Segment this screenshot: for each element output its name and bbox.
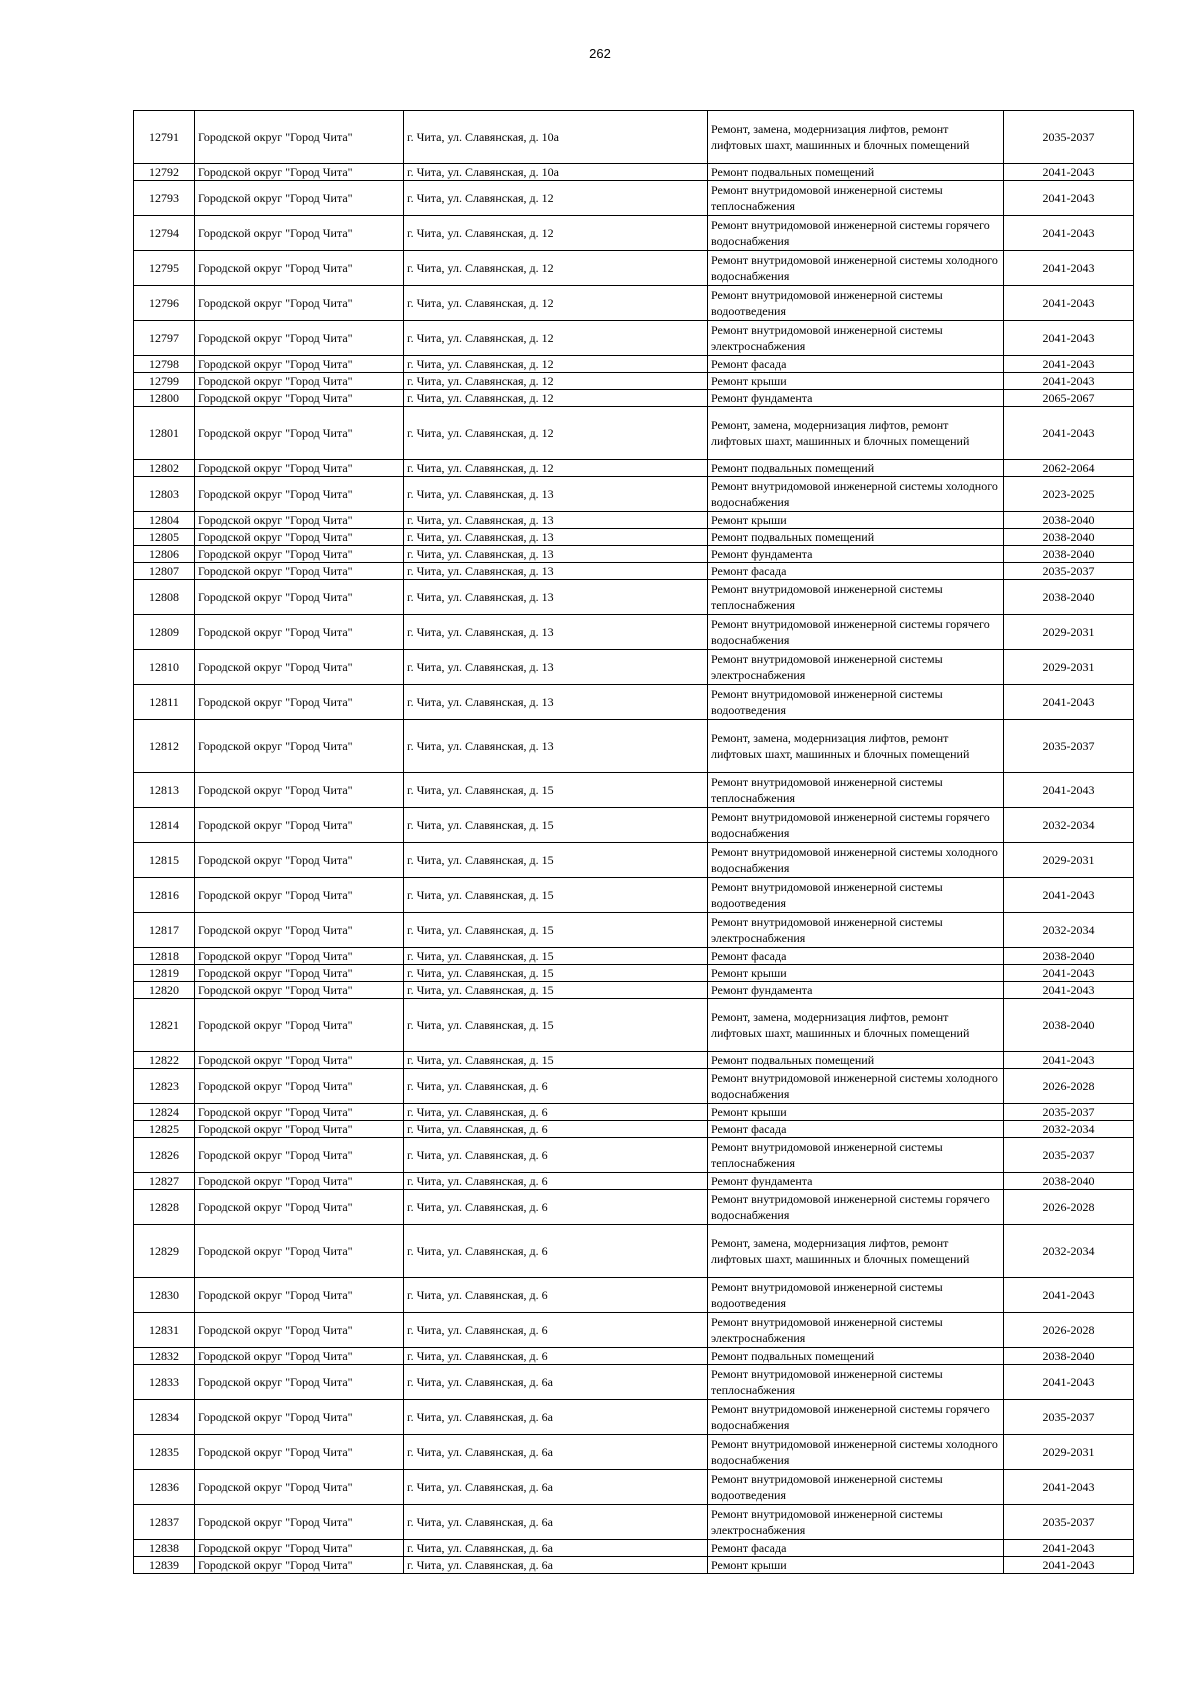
table-row — [134, 216, 1134, 251]
page-number: 262 — [589, 46, 611, 61]
address-cell: г. Чита, ул. Славянская, д. 6а — [404, 1470, 708, 1505]
period-cell: 2029-2031 — [1004, 650, 1134, 685]
municipality-cell: Городской округ "Город Чита" — [195, 286, 404, 321]
period-cell: 2032-2034 — [1004, 808, 1134, 843]
address-cell: г. Чита, ул. Славянская, д. 12 — [404, 390, 708, 407]
period-cell: 2023-2025 — [1004, 477, 1134, 512]
period-cell: 2041-2043 — [1004, 181, 1134, 216]
period-cell: 2062-2064 — [1004, 460, 1134, 477]
table-body — [134, 111, 1134, 1574]
row-number-cell: 12799 — [134, 373, 195, 390]
period-cell: 2029-2031 — [1004, 1435, 1134, 1470]
table-row — [134, 1138, 1134, 1173]
address-cell: г. Чита, ул. Славянская, д. 13 — [404, 546, 708, 563]
table-row — [134, 356, 1134, 373]
work-type-cell: Ремонт внутридомовой инженерной системы теплоснабжения — [708, 1365, 1004, 1400]
work-type-cell: Ремонт фасада — [708, 1540, 1004, 1557]
work-type-cell: Ремонт, замена, модернизация лифтов, ремонт лифтовых шахт, машинных и блочных помещений — [708, 111, 1004, 164]
row-number-cell: 12808 — [134, 580, 195, 615]
period-cell: 2032-2034 — [1004, 913, 1134, 948]
period-cell: 2035-2037 — [1004, 1400, 1134, 1435]
table-row — [134, 1278, 1134, 1313]
municipality-cell: Городской округ "Город Чита" — [195, 181, 404, 216]
table-row — [134, 321, 1134, 356]
work-type-cell: Ремонт внутридомовой инженерной системы холодного водоснабжения — [708, 477, 1004, 512]
address-cell: г. Чита, ул. Славянская, д. 13 — [404, 580, 708, 615]
address-cell: г. Чита, ул. Славянская, д. 12 — [404, 373, 708, 390]
municipality-cell: Городской округ "Город Чита" — [195, 216, 404, 251]
row-number-cell: 12791 — [134, 111, 195, 164]
municipality-cell: Городской округ "Город Чита" — [195, 1121, 404, 1138]
address-cell: г. Чита, ул. Славянская, д. 15 — [404, 913, 708, 948]
work-type-cell: Ремонт внутридомовой инженерной системы горячего водоснабжения — [708, 1400, 1004, 1435]
work-type-cell: Ремонт подвальных помещений — [708, 1052, 1004, 1069]
period-cell: 2038-2040 — [1004, 529, 1134, 546]
work-type-cell: Ремонт подвальных помещений — [708, 164, 1004, 181]
address-cell: г. Чита, ул. Славянская, д. 6а — [404, 1400, 708, 1435]
municipality-cell: Городской округ "Город Чита" — [195, 512, 404, 529]
address-cell: г. Чита, ул. Славянская, д. 6 — [404, 1225, 708, 1278]
municipality-cell: Городской округ "Город Чита" — [195, 1278, 404, 1313]
period-cell: 2038-2040 — [1004, 1348, 1134, 1365]
period-cell: 2038-2040 — [1004, 546, 1134, 563]
row-number-cell: 12825 — [134, 1121, 195, 1138]
municipality-cell: Городской округ "Город Чита" — [195, 1225, 404, 1278]
period-cell: 2035-2037 — [1004, 1138, 1134, 1173]
address-cell: г. Чита, ул. Славянская, д. 15 — [404, 999, 708, 1052]
address-cell: г. Чита, ул. Славянская, д. 15 — [404, 948, 708, 965]
table-row — [134, 390, 1134, 407]
row-number-cell: 12838 — [134, 1540, 195, 1557]
period-cell: 2038-2040 — [1004, 948, 1134, 965]
table-row — [134, 477, 1134, 512]
period-cell: 2035-2037 — [1004, 1505, 1134, 1540]
address-cell: г. Чита, ул. Славянская, д. 13 — [404, 650, 708, 685]
table-row — [134, 1470, 1134, 1505]
row-number-cell: 12828 — [134, 1190, 195, 1225]
address-cell: г. Чита, ул. Славянская, д. 6а — [404, 1435, 708, 1470]
row-number-cell: 12792 — [134, 164, 195, 181]
table-row — [134, 512, 1134, 529]
work-type-cell: Ремонт подвальных помещений — [708, 1348, 1004, 1365]
address-cell: г. Чита, ул. Славянская, д. 13 — [404, 685, 708, 720]
row-number-cell: 12816 — [134, 878, 195, 913]
row-number-cell: 12835 — [134, 1435, 195, 1470]
address-cell: г. Чита, ул. Славянская, д. 12 — [404, 181, 708, 216]
work-type-cell: Ремонт внутридомовой инженерной системы электроснабжения — [708, 650, 1004, 685]
row-number-cell: 12813 — [134, 773, 195, 808]
work-type-cell: Ремонт внутридомовой инженерной системы теплоснабжения — [708, 773, 1004, 808]
municipality-cell: Городской округ "Город Чита" — [195, 356, 404, 373]
row-number-cell: 12810 — [134, 650, 195, 685]
address-cell: г. Чита, ул. Славянская, д. 6 — [404, 1190, 708, 1225]
address-cell: г. Чита, ул. Славянская, д. 15 — [404, 982, 708, 999]
table-row — [134, 460, 1134, 477]
row-number-cell: 12839 — [134, 1557, 195, 1574]
address-cell: г. Чита, ул. Славянская, д. 13 — [404, 477, 708, 512]
work-type-cell: Ремонт, замена, модернизация лифтов, ремонт лифтовых шахт, машинных и блочных помещений — [708, 999, 1004, 1052]
municipality-cell: Городской округ "Город Чита" — [195, 965, 404, 982]
municipality-cell: Городской округ "Город Чита" — [195, 999, 404, 1052]
table-row — [134, 878, 1134, 913]
period-cell: 2032-2034 — [1004, 1225, 1134, 1278]
work-type-cell: Ремонт фасада — [708, 563, 1004, 580]
table-row — [134, 580, 1134, 615]
work-type-cell: Ремонт крыши — [708, 965, 1004, 982]
work-type-cell: Ремонт крыши — [708, 1557, 1004, 1574]
table-row — [134, 563, 1134, 580]
period-cell: 2041-2043 — [1004, 878, 1134, 913]
work-type-cell: Ремонт, замена, модернизация лифтов, ремонт лифтовых шахт, машинных и блочных помещений — [708, 720, 1004, 773]
municipality-cell: Городской округ "Город Чита" — [195, 1557, 404, 1574]
row-number-cell: 12815 — [134, 843, 195, 878]
row-number-cell: 12832 — [134, 1348, 195, 1365]
municipality-cell: Городской округ "Город Чита" — [195, 720, 404, 773]
address-cell: г. Чита, ул. Славянская, д. 15 — [404, 808, 708, 843]
row-number-cell: 12820 — [134, 982, 195, 999]
address-cell: г. Чита, ул. Славянская, д. 6 — [404, 1278, 708, 1313]
period-cell: 2035-2037 — [1004, 563, 1134, 580]
address-cell: г. Чита, ул. Славянская, д. 6а — [404, 1505, 708, 1540]
municipality-cell: Городской округ "Город Чита" — [195, 650, 404, 685]
work-type-cell: Ремонт фасада — [708, 356, 1004, 373]
municipality-cell: Городской округ "Город Чита" — [195, 773, 404, 808]
row-number-cell: 12823 — [134, 1069, 195, 1104]
municipality-cell: Городской округ "Город Чита" — [195, 1104, 404, 1121]
row-number-cell: 12812 — [134, 720, 195, 773]
period-cell: 2041-2043 — [1004, 321, 1134, 356]
row-number-cell: 12794 — [134, 216, 195, 251]
row-number-cell: 12818 — [134, 948, 195, 965]
table-row — [134, 982, 1134, 999]
municipality-cell: Городской округ "Город Чита" — [195, 1069, 404, 1104]
address-cell: г. Чита, ул. Славянская, д. 13 — [404, 615, 708, 650]
row-number-cell: 12830 — [134, 1278, 195, 1313]
municipality-cell: Городской округ "Город Чита" — [195, 615, 404, 650]
table-row — [134, 1104, 1134, 1121]
work-type-cell: Ремонт внутридомовой инженерной системы горячего водоснабжения — [708, 615, 1004, 650]
work-type-cell: Ремонт внутридомовой инженерной системы электроснабжения — [708, 321, 1004, 356]
work-type-cell: Ремонт фасада — [708, 948, 1004, 965]
work-type-cell: Ремонт крыши — [708, 1104, 1004, 1121]
row-number-cell: 12798 — [134, 356, 195, 373]
period-cell: 2041-2043 — [1004, 407, 1134, 460]
work-type-cell: Ремонт фундамента — [708, 982, 1004, 999]
address-cell: г. Чита, ул. Славянская, д. 12 — [404, 460, 708, 477]
period-cell: 2041-2043 — [1004, 1365, 1134, 1400]
work-type-cell: Ремонт внутридомовой инженерной системы холодного водоснабжения — [708, 251, 1004, 286]
row-number-cell: 12829 — [134, 1225, 195, 1278]
work-type-cell: Ремонт внутридомовой инженерной системы электроснабжения — [708, 1505, 1004, 1540]
address-cell: г. Чита, ул. Славянская, д. 6 — [404, 1313, 708, 1348]
table-row — [134, 1121, 1134, 1138]
row-number-cell: 12796 — [134, 286, 195, 321]
table-row — [134, 965, 1134, 982]
address-cell: г. Чита, ул. Славянская, д. 13 — [404, 720, 708, 773]
address-cell: г. Чита, ул. Славянская, д. 15 — [404, 878, 708, 913]
repair-schedule-table — [133, 110, 1134, 1574]
row-number-cell: 12824 — [134, 1104, 195, 1121]
work-type-cell: Ремонт внутридомовой инженерной системы горячего водоснабжения — [708, 216, 1004, 251]
row-number-cell: 12807 — [134, 563, 195, 580]
period-cell: 2041-2043 — [1004, 1540, 1134, 1557]
municipality-cell: Городской округ "Город Чита" — [195, 685, 404, 720]
table-row — [134, 1069, 1134, 1104]
address-cell: г. Чита, ул. Славянская, д. 15 — [404, 965, 708, 982]
table-row — [134, 164, 1134, 181]
period-cell: 2038-2040 — [1004, 999, 1134, 1052]
work-type-cell: Ремонт, замена, модернизация лифтов, ремонт лифтовых шахт, машинных и блочных помещений — [708, 1225, 1004, 1278]
address-cell: г. Чита, ул. Славянская, д. 15 — [404, 773, 708, 808]
municipality-cell: Городской округ "Город Чита" — [195, 913, 404, 948]
municipality-cell: Городской округ "Город Чита" — [195, 1505, 404, 1540]
table-row — [134, 913, 1134, 948]
address-cell: г. Чита, ул. Славянская, д. 10а — [404, 111, 708, 164]
period-cell: 2035-2037 — [1004, 1104, 1134, 1121]
municipality-cell: Городской округ "Город Чита" — [195, 251, 404, 286]
work-type-cell: Ремонт внутридомовой инженерной системы теплоснабжения — [708, 580, 1004, 615]
address-cell: г. Чита, ул. Славянская, д. 6а — [404, 1540, 708, 1557]
work-type-cell: Ремонт внутридомовой инженерной системы электроснабжения — [708, 913, 1004, 948]
work-type-cell: Ремонт внутридомовой инженерной системы холодного водоснабжения — [708, 843, 1004, 878]
municipality-cell: Городской округ "Город Чита" — [195, 563, 404, 580]
row-number-cell: 12831 — [134, 1313, 195, 1348]
table-row — [134, 1173, 1134, 1190]
table-row — [134, 615, 1134, 650]
period-cell: 2041-2043 — [1004, 286, 1134, 321]
address-cell: г. Чита, ул. Славянская, д. 6а — [404, 1365, 708, 1400]
municipality-cell: Городской округ "Город Чита" — [195, 1470, 404, 1505]
row-number-cell: 12827 — [134, 1173, 195, 1190]
row-number-cell: 12801 — [134, 407, 195, 460]
work-type-cell: Ремонт внутридомовой инженерной системы водоотведения — [708, 1470, 1004, 1505]
table-row — [134, 720, 1134, 773]
row-number-cell: 12795 — [134, 251, 195, 286]
period-cell: 2065-2067 — [1004, 390, 1134, 407]
row-number-cell: 12809 — [134, 615, 195, 650]
table-row — [134, 1348, 1134, 1365]
municipality-cell: Городской округ "Город Чита" — [195, 843, 404, 878]
address-cell: г. Чита, ул. Славянская, д. 12 — [404, 286, 708, 321]
work-type-cell: Ремонт внутридомовой инженерной системы водоотведения — [708, 1278, 1004, 1313]
period-cell: 2041-2043 — [1004, 965, 1134, 982]
work-type-cell: Ремонт фундамента — [708, 390, 1004, 407]
table-row — [134, 1435, 1134, 1470]
row-number-cell: 12821 — [134, 999, 195, 1052]
address-cell: г. Чита, ул. Славянская, д. 13 — [404, 563, 708, 580]
municipality-cell: Городской округ "Город Чита" — [195, 390, 404, 407]
row-number-cell: 12806 — [134, 546, 195, 563]
row-number-cell: 12800 — [134, 390, 195, 407]
work-type-cell: Ремонт фундамента — [708, 546, 1004, 563]
work-type-cell: Ремонт внутридомовой инженерной системы водоотведения — [708, 685, 1004, 720]
municipality-cell: Городской округ "Город Чита" — [195, 1348, 404, 1365]
address-cell: г. Чита, ул. Славянская, д. 6 — [404, 1348, 708, 1365]
period-cell: 2041-2043 — [1004, 1278, 1134, 1313]
work-type-cell: Ремонт крыши — [708, 373, 1004, 390]
municipality-cell: Городской округ "Город Чита" — [195, 546, 404, 563]
table-row — [134, 1052, 1134, 1069]
work-type-cell: Ремонт фундамента — [708, 1173, 1004, 1190]
municipality-cell: Городской округ "Город Чита" — [195, 164, 404, 181]
period-cell: 2026-2028 — [1004, 1190, 1134, 1225]
period-cell: 2041-2043 — [1004, 685, 1134, 720]
period-cell: 2029-2031 — [1004, 615, 1134, 650]
municipality-cell: Городской округ "Город Чита" — [195, 477, 404, 512]
address-cell: г. Чита, ул. Славянская, д. 12 — [404, 321, 708, 356]
municipality-cell: Городской округ "Город Чита" — [195, 407, 404, 460]
row-number-cell: 12834 — [134, 1400, 195, 1435]
address-cell: г. Чита, ул. Славянская, д. 12 — [404, 407, 708, 460]
work-type-cell: Ремонт фасада — [708, 1121, 1004, 1138]
address-cell: г. Чита, ул. Славянская, д. 6а — [404, 1557, 708, 1574]
table-row — [134, 286, 1134, 321]
table-row — [134, 1400, 1134, 1435]
period-cell: 2029-2031 — [1004, 843, 1134, 878]
row-number-cell: 12793 — [134, 181, 195, 216]
row-number-cell: 12805 — [134, 529, 195, 546]
period-cell: 2041-2043 — [1004, 773, 1134, 808]
address-cell: г. Чита, ул. Славянская, д. 12 — [404, 251, 708, 286]
table-row — [134, 685, 1134, 720]
table-row — [134, 1313, 1134, 1348]
row-number-cell: 12814 — [134, 808, 195, 843]
municipality-cell: Городской округ "Город Чита" — [195, 1435, 404, 1470]
row-number-cell: 12836 — [134, 1470, 195, 1505]
address-cell: г. Чита, ул. Славянская, д. 6 — [404, 1069, 708, 1104]
period-cell: 2038-2040 — [1004, 580, 1134, 615]
municipality-cell: Городской округ "Город Чита" — [195, 580, 404, 615]
table-row — [134, 1365, 1134, 1400]
period-cell: 2041-2043 — [1004, 982, 1134, 999]
row-number-cell: 12826 — [134, 1138, 195, 1173]
period-cell: 2041-2043 — [1004, 373, 1134, 390]
municipality-cell: Городской округ "Город Чита" — [195, 948, 404, 965]
period-cell: 2038-2040 — [1004, 1173, 1134, 1190]
period-cell: 2041-2043 — [1004, 164, 1134, 181]
address-cell: г. Чита, ул. Славянская, д. 6 — [404, 1173, 708, 1190]
municipality-cell: Городской округ "Город Чита" — [195, 808, 404, 843]
work-type-cell: Ремонт крыши — [708, 512, 1004, 529]
work-type-cell: Ремонт подвальных помещений — [708, 460, 1004, 477]
address-cell: г. Чита, ул. Славянская, д. 6 — [404, 1138, 708, 1173]
table-row — [134, 1190, 1134, 1225]
address-cell: г. Чита, ул. Славянская, д. 15 — [404, 843, 708, 878]
address-cell: г. Чита, ул. Славянская, д. 13 — [404, 512, 708, 529]
table-row — [134, 843, 1134, 878]
row-number-cell: 12819 — [134, 965, 195, 982]
table-row — [134, 251, 1134, 286]
work-type-cell: Ремонт внутридомовой инженерной системы холодного водоснабжения — [708, 1069, 1004, 1104]
address-cell: г. Чита, ул. Славянская, д. 10а — [404, 164, 708, 181]
address-cell: г. Чита, ул. Славянская, д. 13 — [404, 529, 708, 546]
row-number-cell: 12822 — [134, 1052, 195, 1069]
table-row — [134, 373, 1134, 390]
municipality-cell: Городской округ "Город Чита" — [195, 1400, 404, 1435]
address-cell: г. Чита, ул. Славянская, д. 12 — [404, 356, 708, 373]
table-row — [134, 948, 1134, 965]
table-row — [134, 407, 1134, 460]
table-row — [134, 808, 1134, 843]
period-cell: 2032-2034 — [1004, 1121, 1134, 1138]
municipality-cell: Городской округ "Город Чита" — [195, 878, 404, 913]
work-type-cell: Ремонт подвальных помещений — [708, 529, 1004, 546]
period-cell: 2041-2043 — [1004, 356, 1134, 373]
row-number-cell: 12833 — [134, 1365, 195, 1400]
address-cell: г. Чита, ул. Славянская, д. 15 — [404, 1052, 708, 1069]
municipality-cell: Городской округ "Город Чита" — [195, 1313, 404, 1348]
work-type-cell: Ремонт внутридомовой инженерной системы холодного водоснабжения — [708, 1435, 1004, 1470]
municipality-cell: Городской округ "Город Чита" — [195, 1190, 404, 1225]
work-type-cell: Ремонт внутридомовой инженерной системы теплоснабжения — [708, 1138, 1004, 1173]
table-row — [134, 1505, 1134, 1540]
municipality-cell: Городской округ "Город Чита" — [195, 111, 404, 164]
period-cell: 2041-2043 — [1004, 1470, 1134, 1505]
period-cell: 2038-2040 — [1004, 512, 1134, 529]
row-number-cell: 12811 — [134, 685, 195, 720]
row-number-cell: 12804 — [134, 512, 195, 529]
table-row — [134, 999, 1134, 1052]
municipality-cell: Городской округ "Город Чита" — [195, 529, 404, 546]
period-cell: 2026-2028 — [1004, 1313, 1134, 1348]
period-cell: 2035-2037 — [1004, 720, 1134, 773]
municipality-cell: Городской округ "Город Чита" — [195, 1540, 404, 1557]
work-type-cell: Ремонт внутридомовой инженерной системы водоотведения — [708, 286, 1004, 321]
table-row — [134, 1225, 1134, 1278]
municipality-cell: Городской округ "Город Чита" — [195, 982, 404, 999]
table-row — [134, 546, 1134, 563]
address-cell: г. Чита, ул. Славянская, д. 6 — [404, 1104, 708, 1121]
table-row — [134, 1540, 1134, 1557]
work-type-cell: Ремонт внутридомовой инженерной системы электроснабжения — [708, 1313, 1004, 1348]
work-type-cell: Ремонт внутридомовой инженерной системы водоотведения — [708, 878, 1004, 913]
municipality-cell: Городской округ "Город Чита" — [195, 1138, 404, 1173]
row-number-cell: 12802 — [134, 460, 195, 477]
work-type-cell: Ремонт внутридомовой инженерной системы горячего водоснабжения — [708, 1190, 1004, 1225]
period-cell: 2041-2043 — [1004, 1557, 1134, 1574]
work-type-cell: Ремонт внутридомовой инженерной системы горячего водоснабжения — [708, 808, 1004, 843]
period-cell: 2035-2037 — [1004, 111, 1134, 164]
period-cell: 2026-2028 — [1004, 1069, 1134, 1104]
municipality-cell: Городской округ "Город Чита" — [195, 1365, 404, 1400]
work-type-cell: Ремонт, замена, модернизация лифтов, ремонт лифтовых шахт, машинных и блочных помещений — [708, 407, 1004, 460]
row-number-cell: 12803 — [134, 477, 195, 512]
period-cell: 2041-2043 — [1004, 216, 1134, 251]
period-cell: 2041-2043 — [1004, 251, 1134, 286]
municipality-cell: Городской округ "Город Чита" — [195, 321, 404, 356]
municipality-cell: Городской округ "Город Чита" — [195, 1173, 404, 1190]
table-row — [134, 1557, 1134, 1574]
table-row — [134, 529, 1134, 546]
row-number-cell: 12837 — [134, 1505, 195, 1540]
municipality-cell: Городской округ "Город Чита" — [195, 460, 404, 477]
address-cell: г. Чита, ул. Славянская, д. 6 — [404, 1121, 708, 1138]
table-row — [134, 773, 1134, 808]
address-cell: г. Чита, ул. Славянская, д. 12 — [404, 216, 708, 251]
work-type-cell: Ремонт внутридомовой инженерной системы теплоснабжения — [708, 181, 1004, 216]
table-row — [134, 111, 1134, 164]
municipality-cell: Городской округ "Город Чита" — [195, 373, 404, 390]
row-number-cell: 12817 — [134, 913, 195, 948]
table-row — [134, 650, 1134, 685]
period-cell: 2041-2043 — [1004, 1052, 1134, 1069]
row-number-cell: 12797 — [134, 321, 195, 356]
table-row — [134, 181, 1134, 216]
municipality-cell: Городской округ "Город Чита" — [195, 1052, 404, 1069]
